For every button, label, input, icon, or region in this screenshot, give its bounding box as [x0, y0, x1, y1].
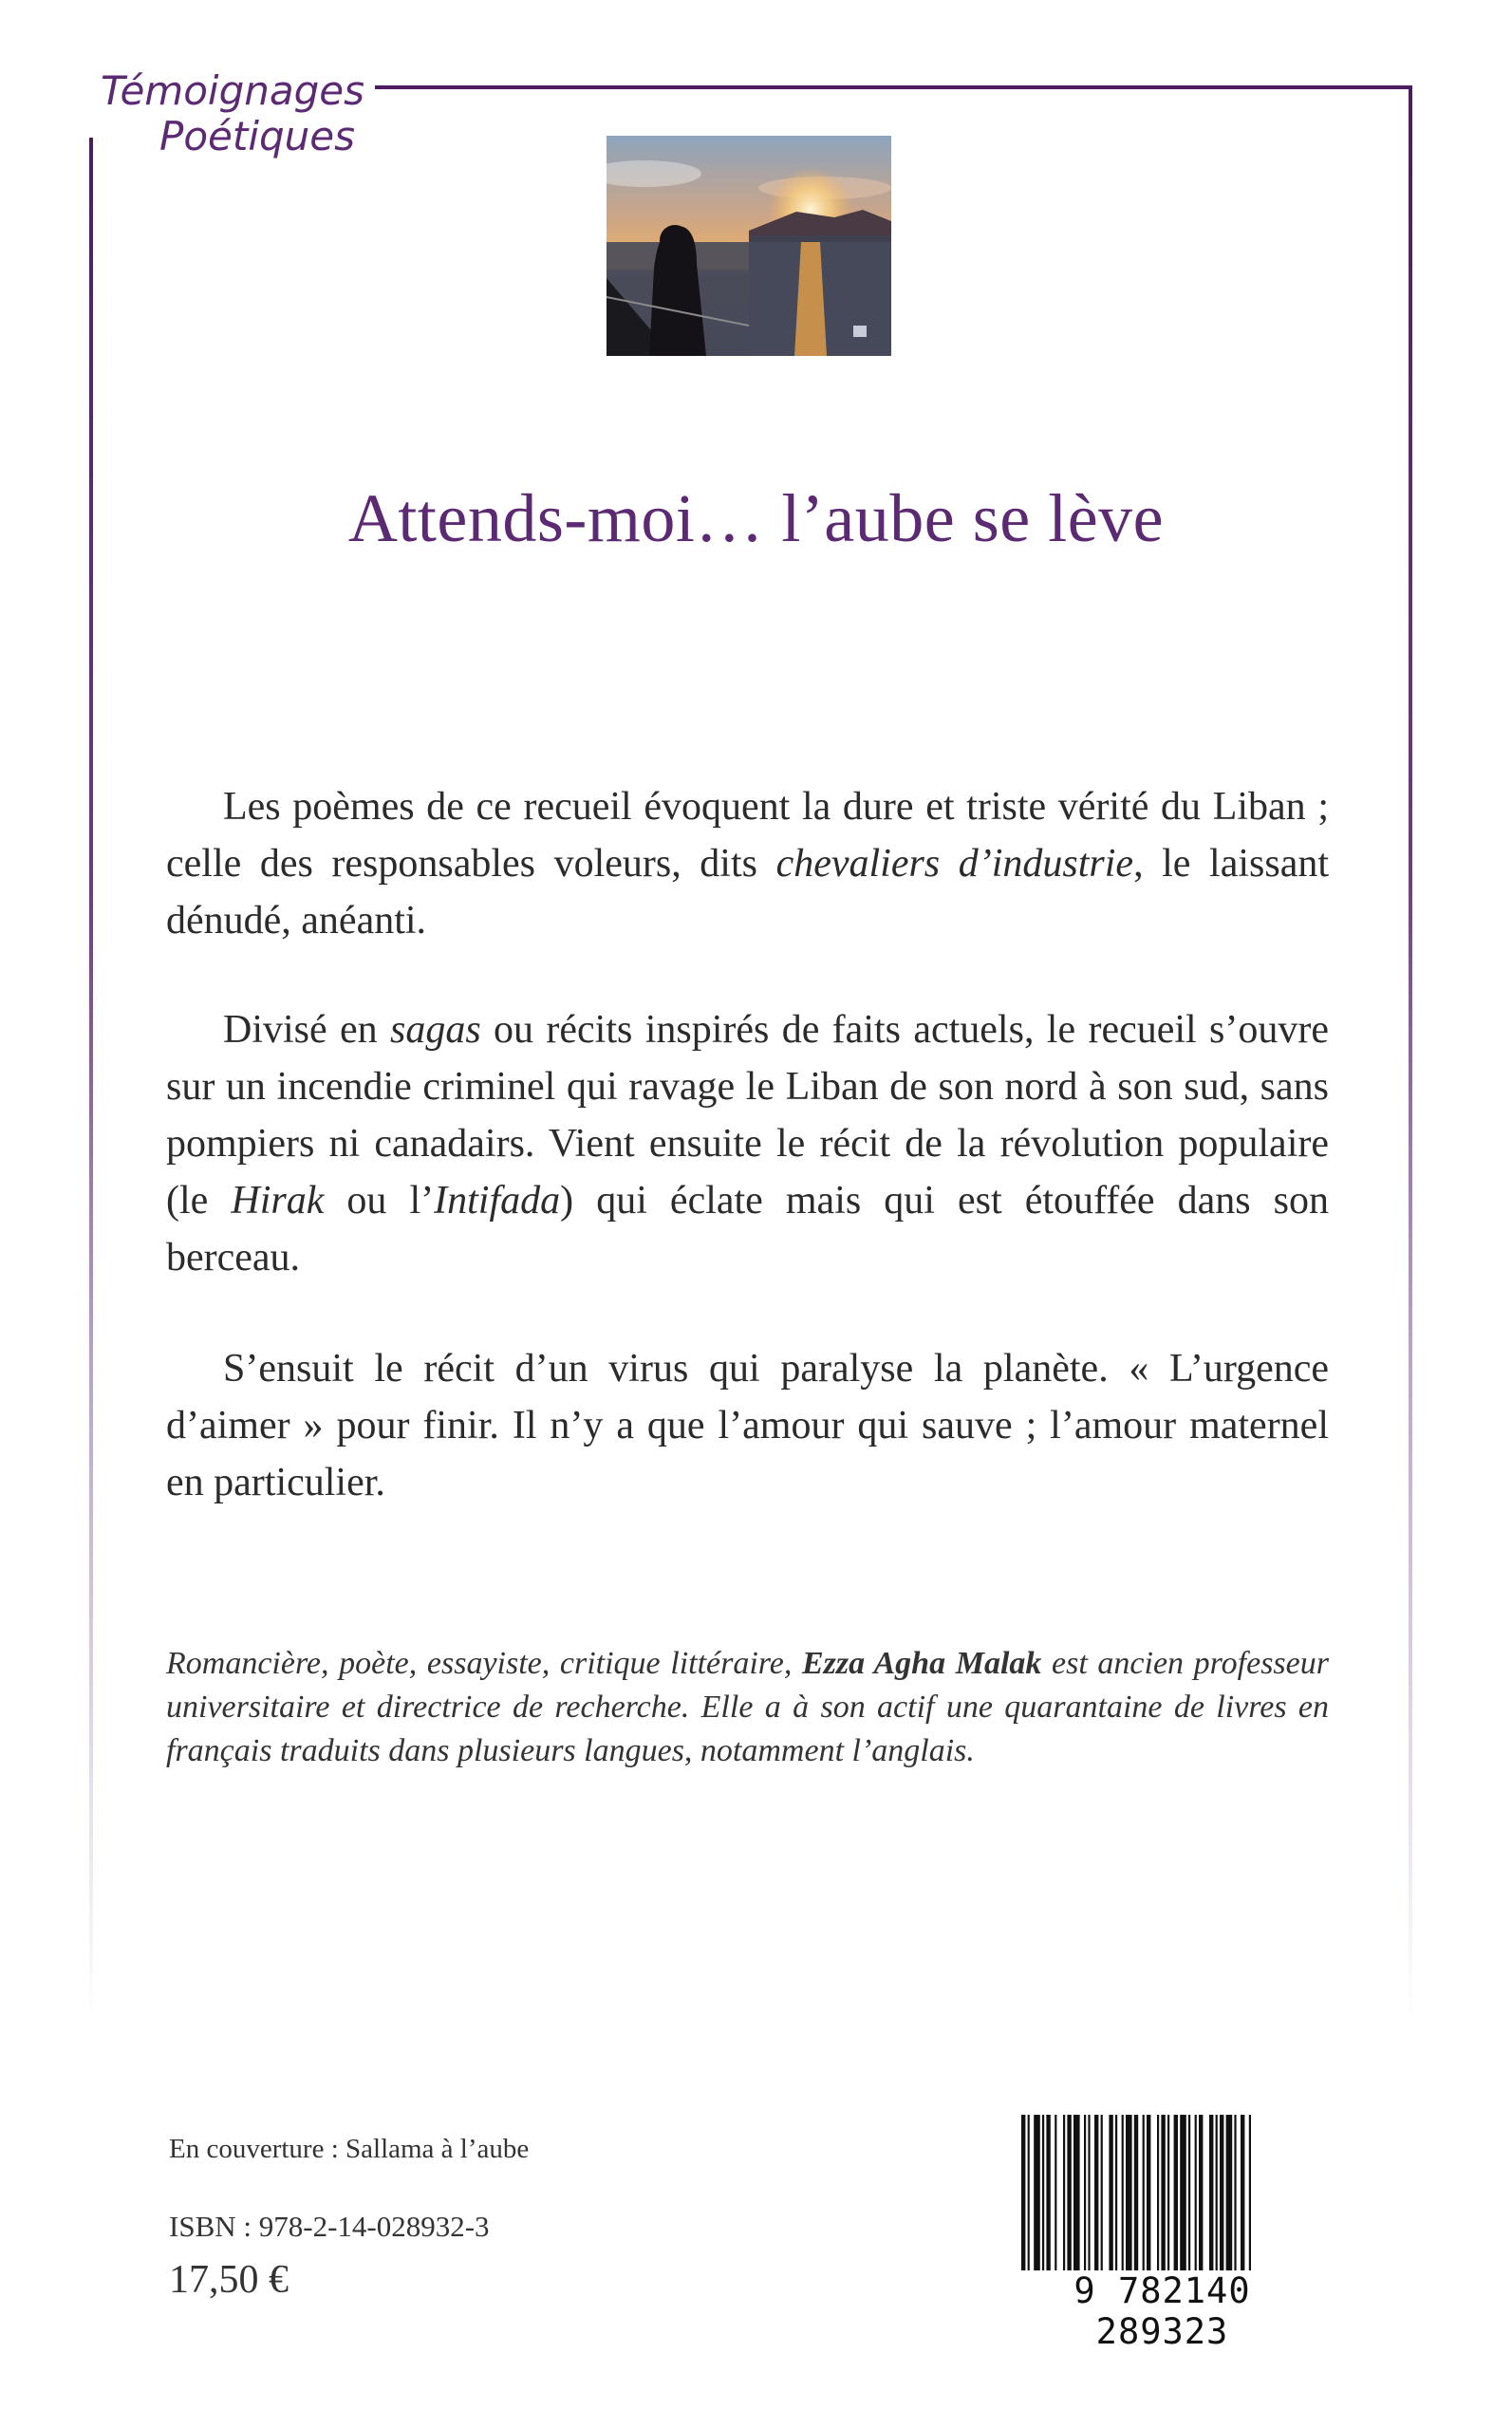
barcode-bar [1167, 2115, 1169, 2271]
author-name: Ezza Agha Malak [802, 1646, 1042, 1681]
barcode-bar [1021, 2115, 1025, 2271]
barcode-bar [1143, 2115, 1145, 2271]
barcode-bar [1094, 2115, 1098, 2271]
cover-frame-left [89, 138, 93, 2022]
barcode-bar [1199, 2115, 1203, 2271]
p2-part-2: ou récits inspirés de faits actuels, le recueil s’ouvre sur un incendie criminel qui ravage le Liban de son nord à son sud, sans pompiers ni canadairs. Vient ensuite le récit de la révolution populaire (le [166, 1008, 1330, 1223]
barcode-bar [1109, 2115, 1112, 2271]
barcode-bar [1234, 2115, 1236, 2271]
barcode-bar [1073, 2115, 1080, 2271]
p3-text: S’ensuit le récit d’un virus qui paralyse la planète. « L’urgence d’aimer » pour finir. Il n’y a que l’amour qui sauve ; l’amour maternel en particulier. [166, 1347, 1329, 1504]
barcode-bar [1249, 2115, 1251, 2271]
cover-frame-top [375, 85, 1411, 89]
barcode-digits: 9 782140 289323 [999, 2270, 1326, 2352]
p2-emphasis-2: Hirak [231, 1179, 325, 1223]
series-line-1: Témoignages [101, 67, 364, 114]
barcode-bar [1180, 2115, 1186, 2271]
barcode-bar [1195, 2115, 1197, 2271]
barcode-bar [1028, 2115, 1030, 2271]
barcode-bar [1157, 2115, 1159, 2271]
series-label [95, 67, 364, 159]
barcode-bar [1216, 2115, 1218, 2271]
cover-frame-right [1409, 85, 1412, 2022]
p1-text-before: Les poèmes de ce recueil évoquent la dure et triste vérité du Liban ; celle des responsables voleurs, dits [166, 785, 1329, 886]
barcode-bar [1115, 2115, 1117, 2271]
barcode-bar [1174, 2115, 1178, 2271]
barcode-bar [1067, 2115, 1071, 2271]
barcode-bar [1209, 2115, 1213, 2271]
barcode-bar [1188, 2115, 1190, 2271]
barcode-bar [1241, 2115, 1244, 2271]
isbn-number: ISBN : 978-2-14-028932-3 [169, 2210, 490, 2243]
p2-part-4: ) qui éclate mais qui est étouffée dans son berceau. [166, 1179, 1329, 1279]
p2-emphasis-1: sagas [390, 1008, 481, 1052]
summary-paragraph-2 [166, 1001, 1329, 1286]
barcode-bar [1220, 2115, 1223, 2271]
series-line-2: Poétiques [159, 113, 356, 159]
barcode-bar [1046, 2115, 1050, 2271]
barcode-bar [1101, 2115, 1103, 2271]
p2-part-3: ou l’ [324, 1179, 435, 1223]
summary-paragraph-1 [166, 778, 1329, 949]
barcode-bar [1161, 2115, 1165, 2271]
p1-emphasis: chevaliers d’industrie [775, 842, 1134, 886]
barcode-bar [1226, 2115, 1233, 2271]
barcode-bar [1084, 2115, 1086, 2271]
price: 17,50 € [169, 2258, 289, 2302]
summary-paragraph-3 [166, 1340, 1329, 1511]
barcode-bar [1042, 2115, 1044, 2271]
bio-text-before: Romancière, poète, essayiste, critique littéraire, [166, 1646, 802, 1681]
book-title: Attends-moi… l’aube se lève [347, 480, 1165, 556]
barcode-bar [1055, 2115, 1056, 2271]
p2-part-1: Divisé en [223, 1008, 390, 1052]
barcode-bar [1147, 2115, 1150, 2271]
author-sunset-photo [607, 136, 891, 356]
barcode-bar [1126, 2115, 1132, 2271]
cover-credit: En couverture : Sallama à l’aube [169, 2134, 530, 2164]
barcode-bar [1034, 2115, 1040, 2271]
barcode-bar [1088, 2115, 1090, 2271]
author-bio [166, 1642, 1329, 1773]
bio-text-after: est ancien professeur universitaire et directrice de recherche. Elle a à son actif une quarantaine de livres en français traduits dans plusieurs langues, notamment l’anglais. [166, 1646, 1329, 1768]
barcode-bar [1122, 2115, 1124, 2271]
barcode-bar [1134, 2115, 1138, 2271]
p2-emphasis-3: Intifada [434, 1179, 561, 1223]
barcode-bar [1063, 2115, 1065, 2271]
p1-text-after: , le laissant dénudé, anéanti. [166, 842, 1330, 943]
